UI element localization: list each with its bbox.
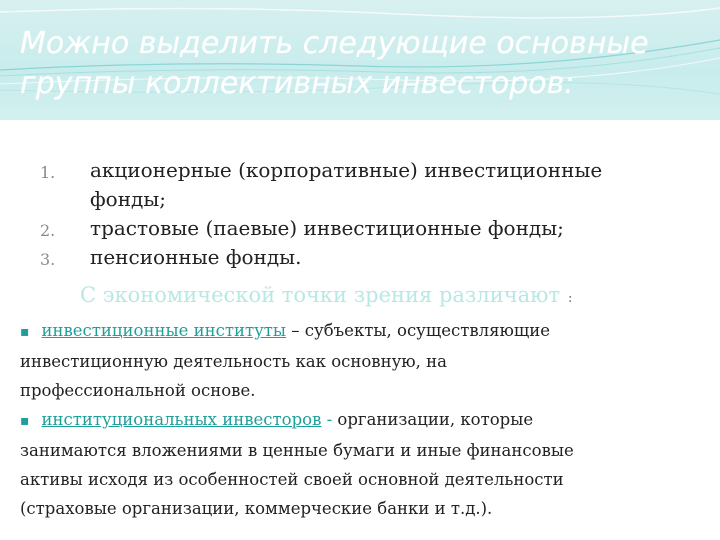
list-item-3 xyxy=(40,243,700,272)
bullet-line: (страховые организации, коммерческие банки и т.д.). xyxy=(20,499,493,518)
bullet-item-2 xyxy=(20,405,710,523)
bullet-line: инвестиционную деятельность как основную, на xyxy=(20,352,447,371)
bullet-line: профессиональной основе. xyxy=(20,381,256,400)
bullet-list xyxy=(20,316,710,523)
subheading-colon: : xyxy=(568,291,573,306)
bullet-line xyxy=(20,316,710,347)
title-line-2: группы коллективных инвесторов: xyxy=(20,66,575,101)
list-item-number: 2. xyxy=(40,221,56,240)
title-banner xyxy=(0,0,720,120)
subheading xyxy=(80,283,572,307)
page-title xyxy=(20,24,710,104)
bullet-dash: - xyxy=(321,410,333,429)
bullet-line xyxy=(20,405,710,436)
list-item-text-line: фонды; xyxy=(90,187,166,211)
subheading-text: С экономической точки зрения различают xyxy=(80,283,560,307)
list-item-number: 3. xyxy=(40,250,56,269)
square-bullet-icon: ▪ xyxy=(20,413,30,429)
term-link-investment-institutions[interactable]: инвестиционные институты xyxy=(41,321,287,340)
title-line-1: Можно выделить следующие основные xyxy=(20,26,649,61)
bullet-item-1 xyxy=(20,316,710,405)
list-item-1 xyxy=(40,156,700,214)
list-item-text-line: акционерные (корпоративные) инвестиционные xyxy=(90,158,603,182)
bullet-text: – субъекты, осуществляющие xyxy=(286,321,551,340)
square-bullet-icon: ▪ xyxy=(20,324,30,340)
bullet-line: занимаются вложениями в ценные бумаги и иные финансовые xyxy=(20,441,574,460)
list-item-text-line: трастовые (паевые) инвестиционные фонды; xyxy=(90,216,564,240)
term-link-institutional-investors[interactable]: институциональных инвесторов xyxy=(41,410,322,429)
list-item-2 xyxy=(40,214,700,243)
list-item-number: 1. xyxy=(40,163,56,182)
bullet-text: организации, которые xyxy=(332,410,534,429)
list-item-text-line: пенсионные фонды. xyxy=(90,245,302,269)
numbered-list xyxy=(40,156,700,272)
bullet-line: активы исходя из особенностей своей основной деятельности xyxy=(20,470,564,489)
